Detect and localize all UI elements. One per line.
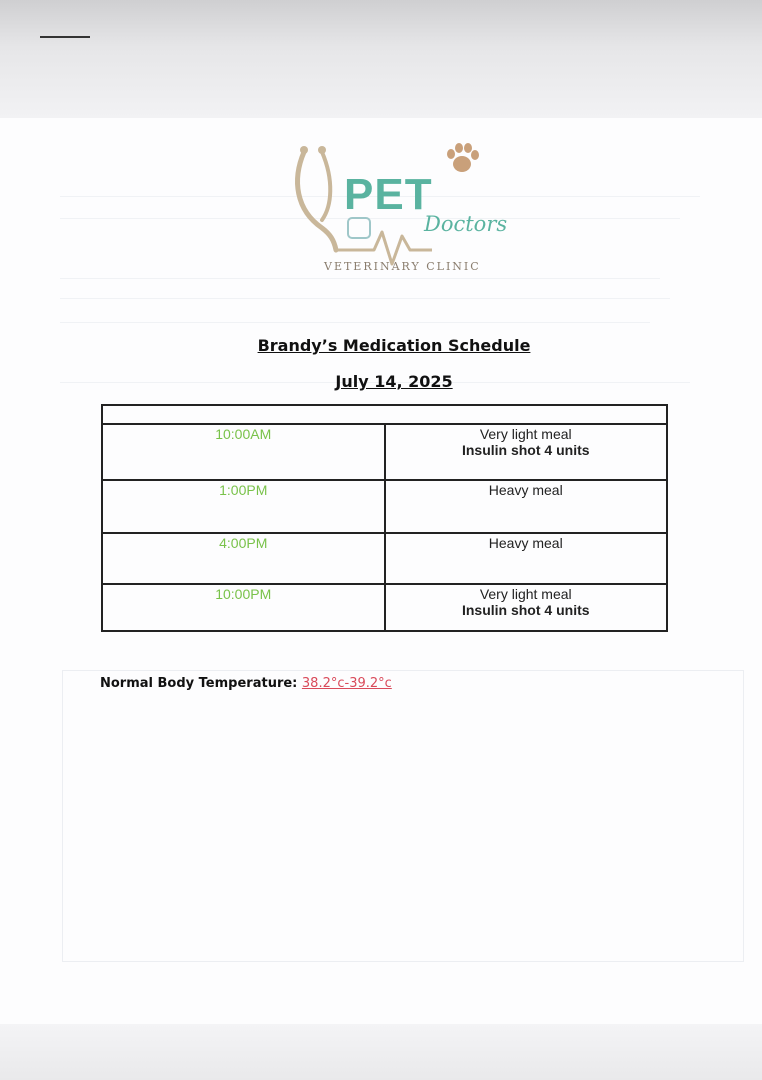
- meal-text: Heavy meal: [488, 535, 563, 551]
- table-row: [102, 533, 667, 584]
- paper-sheet: [0, 118, 762, 1024]
- meal-text: Very light meal: [479, 426, 572, 442]
- meal-text: Very light meal: [479, 586, 572, 602]
- paw-print-icon: [442, 140, 482, 176]
- scan-mark: [40, 36, 90, 38]
- instructions-cell: [385, 480, 668, 533]
- logo-subtitle: VETERINARY CLINIC: [324, 260, 481, 273]
- meal-text: Heavy meal: [488, 482, 563, 498]
- clinic-logo: [282, 140, 512, 280]
- instructions-cell: [385, 424, 668, 480]
- medication-schedule-table: [101, 404, 668, 632]
- table-row: [102, 480, 667, 533]
- time-cell: 4:00PM: [102, 533, 385, 584]
- instructions-cell: [385, 584, 668, 631]
- table-header-cell: [102, 405, 667, 424]
- show-through-line: [60, 298, 670, 299]
- scanner-edge-top: [0, 0, 762, 118]
- temperature-value: 38.2°c-39.2°c: [301, 676, 392, 691]
- temperature-label: Normal Body Temperature:: [100, 676, 298, 691]
- normal-body-temperature: [100, 676, 392, 691]
- scanner-edge-bottom: [0, 1024, 762, 1080]
- medication-text: Insulin shot 4 units: [461, 602, 590, 618]
- instructions-cell: [385, 533, 668, 584]
- table-row: [102, 584, 667, 631]
- show-through-table: [62, 670, 744, 962]
- table-row: [102, 424, 667, 480]
- document-date: July 14, 2025: [335, 372, 453, 391]
- time-cell: 1:00PM: [102, 480, 385, 533]
- time-cell: 10:00AM: [102, 424, 385, 480]
- document-title: Brandy’s Medication Schedule: [257, 336, 531, 355]
- logo-brand-text: PET: [344, 170, 433, 219]
- medication-text: Insulin shot 4 units: [461, 442, 590, 458]
- table-header-row: [102, 405, 667, 424]
- show-through-line: [60, 322, 650, 323]
- logo-script-text: Doctors: [424, 212, 508, 236]
- time-cell: 10:00PM: [102, 584, 385, 631]
